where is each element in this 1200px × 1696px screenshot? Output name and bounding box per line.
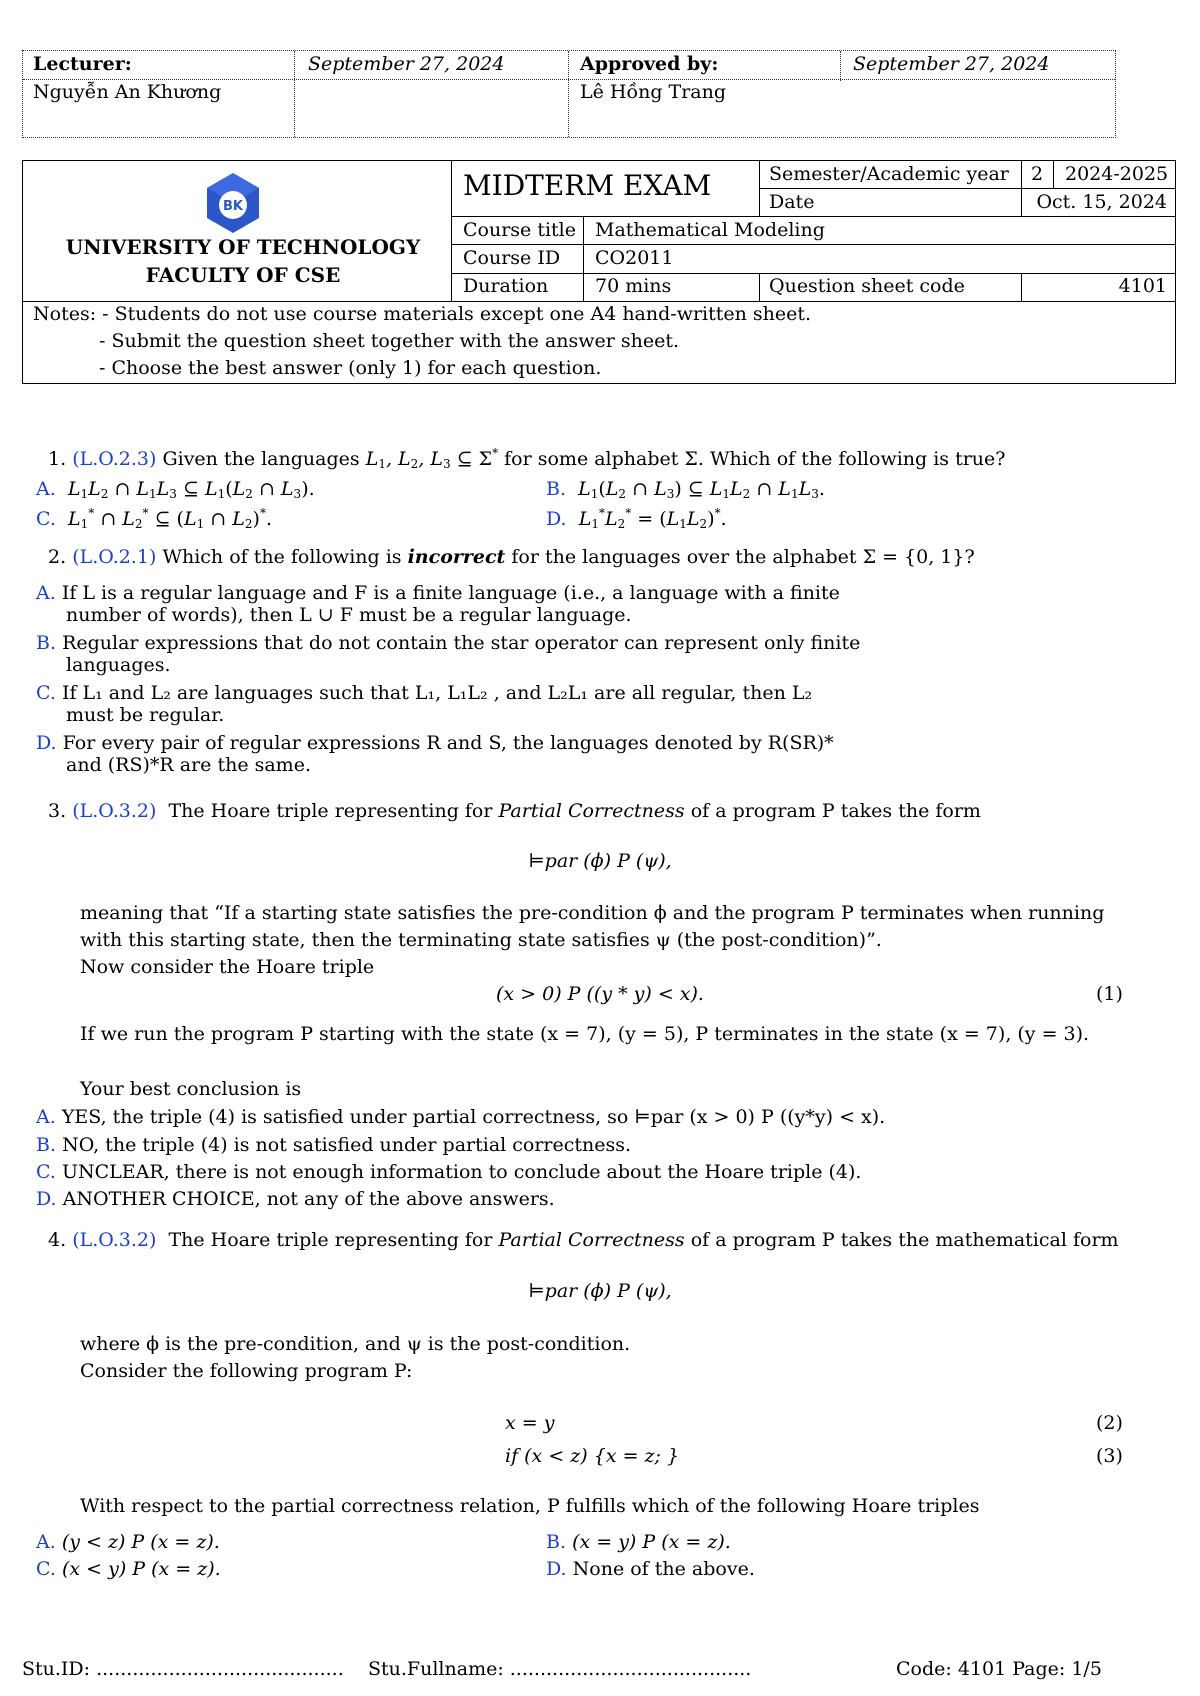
logo-text: BK bbox=[223, 199, 243, 214]
lecturer-date: September 27, 2024 bbox=[308, 53, 505, 75]
q4-label-a: A. bbox=[36, 1531, 56, 1553]
approved-name: Lê Hồng Trang bbox=[580, 81, 727, 103]
question-1: 1. (L.O.2.3) Given the languages $L_1$, $L_2$, $L_3$ ⊆ Σ* for some alphabet Σ. Which of the following is true? bbox=[48, 446, 1006, 471]
q1-option-b[interactable]: B. $L_1(L_2$ ∩ $L_3$) ⊆ $L_1L_2$ ∩ $L_1L_3$. bbox=[546, 478, 825, 501]
q2-b-line-2: languages. bbox=[66, 654, 171, 676]
q4-intro-b: of a program P takes the mathematical form bbox=[690, 1229, 1119, 1251]
q3-run-description: If we run the program P starting with the state (x = 7), (y = 5), P terminates in the state (x = 7), (y = 3). bbox=[80, 1023, 1090, 1045]
q4-intro-em: Partial Correctness bbox=[498, 1229, 685, 1251]
q2-b-line-1: Regular expressions that do not contain the star operator can represent only finite bbox=[62, 632, 861, 654]
course-title-value: Mathematical Modeling bbox=[595, 219, 825, 241]
q4-d-text: None of the above. bbox=[572, 1558, 755, 1580]
q3-intro-b: of a program P takes the form bbox=[690, 800, 981, 822]
semester-label: Semester/Academic year bbox=[769, 163, 1009, 185]
q2-a-line-2: number of words), then L ∪ F must be a regular language. bbox=[66, 604, 632, 626]
duration-value: 70 mins bbox=[595, 275, 672, 297]
q4-a-text: (y < z) P (x = z). bbox=[61, 1531, 220, 1553]
q2-d-line-1: For every pair of regular expressions R and S, the languages denoted by R(SR)* bbox=[62, 732, 834, 754]
q3-b-text: NO, the triple (4) is not satisfied under partial correctness. bbox=[62, 1134, 632, 1156]
question-code-label: Question sheet code bbox=[769, 275, 965, 297]
approved-label: Approved by: bbox=[580, 53, 719, 75]
q4-consider: Consider the following program P: bbox=[80, 1360, 413, 1382]
q2-text-b: for the languages over the alphabet Σ = {0, 1}? bbox=[511, 546, 975, 568]
q1-label-c: C. bbox=[36, 508, 56, 530]
q1-label-a: A. bbox=[36, 478, 56, 500]
q2-option-b[interactable] bbox=[36, 632, 860, 676]
q1-text: Given the languages bbox=[162, 448, 360, 470]
q3-meaning-2: with this starting state, then the terminating state satisfies ψ (the post-condition)”. bbox=[80, 929, 882, 951]
q3-triple: (x > 0) P ((y * y) < x). bbox=[496, 983, 704, 1005]
q2-number: 2. bbox=[48, 546, 67, 568]
q2-tag: (L.O.2.1) bbox=[72, 546, 157, 568]
duration-label: Duration bbox=[463, 275, 549, 297]
q1-label-b: B. bbox=[546, 478, 567, 500]
q4-label-d: D. bbox=[546, 1558, 567, 1580]
q3-label-a: A. bbox=[36, 1106, 56, 1128]
q3-d-text: ANOTHER CHOICE, not any of the above answers. bbox=[62, 1188, 555, 1210]
academic-year: 2024-2025 bbox=[1065, 163, 1169, 185]
q3-tag: (L.O.3.2) bbox=[72, 800, 157, 822]
q2-c-line-2: must be regular. bbox=[66, 704, 225, 726]
q3-a-text: YES, the triple (4) is satisfied under partial correctness, so ⊨par (x > 0) P ((y*y) < x). bbox=[61, 1106, 886, 1128]
q3-option-b[interactable] bbox=[36, 1134, 631, 1156]
q3-number: 3. bbox=[48, 800, 67, 822]
q1-option-d[interactable]: D. $L_1^*L_2^* = (L_1L_2)^*$. bbox=[546, 506, 727, 531]
q4-program-line-2: if (x < z) {x = z; } bbox=[505, 1445, 680, 1467]
note-1: Notes: - Students do not use course materials except one A4 hand-written sheet. bbox=[33, 303, 812, 325]
question-2 bbox=[48, 546, 975, 568]
q3-label-b: B. bbox=[36, 1134, 57, 1156]
q1-label-d: D. bbox=[546, 508, 567, 530]
q2-option-c[interactable] bbox=[36, 682, 812, 726]
date-label: Date bbox=[769, 191, 815, 213]
exam-title: MIDTERM EXAM bbox=[463, 169, 712, 202]
university-logo bbox=[201, 171, 265, 235]
q4-program-line-1: x = y bbox=[505, 1412, 555, 1434]
q1-option-c[interactable]: C. $L_1^*$ ∩ $L_2^*$ ⊆ ($L_1$ ∩ $L_2)^*$. bbox=[36, 506, 272, 531]
q4-where: where ϕ is the pre-condition, and ψ is the post-condition. bbox=[80, 1333, 631, 1355]
q4-label-c: C. bbox=[36, 1558, 56, 1580]
question-4 bbox=[48, 1229, 1119, 1251]
signature-table bbox=[22, 50, 1116, 138]
q3-option-d[interactable] bbox=[36, 1188, 555, 1210]
course-id-label: Course ID bbox=[463, 247, 561, 269]
q4-number: 4. bbox=[48, 1229, 67, 1251]
q2-emphasis: incorrect bbox=[407, 546, 506, 568]
q2-d-line-2: and (RS)*R are the same. bbox=[66, 754, 311, 776]
footer-student-name: Stu.Fullname: ........................................ bbox=[368, 1658, 752, 1680]
q1-number: 1. bbox=[48, 448, 67, 470]
q3-c-text: UNCLEAR, there is not enough information to conclude about the Hoare triple (4). bbox=[61, 1161, 862, 1183]
note-3: - Choose the best answer (only 1) for each question. bbox=[99, 357, 602, 379]
footer-student-id: Stu.ID: ......................................... bbox=[22, 1658, 344, 1680]
q2-text-a: Which of the following is bbox=[162, 546, 402, 568]
q2-label-d: D. bbox=[36, 732, 57, 754]
q1-tag: (L.O.2.3) bbox=[72, 448, 157, 470]
semester-value: 2 bbox=[1031, 163, 1044, 185]
lecturer-label: Lecturer: bbox=[33, 53, 132, 75]
faculty-name: FACULTY OF CSE bbox=[145, 263, 341, 287]
q4-tag: (L.O.3.2) bbox=[72, 1229, 157, 1251]
q2-option-d[interactable] bbox=[36, 732, 834, 776]
q1-option-a[interactable]: A. $L_1L_2$ ∩ $L_1L_3$ ⊆ $L_1(L_2$ ∩ $L_3$). bbox=[36, 478, 315, 501]
q4-b-text: (x = y) P (x = z). bbox=[572, 1531, 731, 1553]
q4-line2-number: (3) bbox=[1096, 1445, 1123, 1467]
q4-option-a[interactable] bbox=[36, 1531, 220, 1553]
q4-line1-number: (2) bbox=[1096, 1412, 1123, 1434]
q3-label-c: C. bbox=[36, 1161, 56, 1183]
q4-c-text: (x < y) P (x = z). bbox=[61, 1558, 221, 1580]
q4-option-b[interactable] bbox=[546, 1531, 731, 1553]
exam-header bbox=[22, 160, 1176, 384]
q4-option-c[interactable] bbox=[36, 1558, 221, 1580]
q2-c-line-1: If L₁ and L₂ are languages such that L₁, L₁L₂ , and L₂L₁ are all regular, then L₂ bbox=[61, 682, 813, 704]
university-name: UNIVERSITY OF TECHNOLOGY bbox=[65, 235, 421, 259]
q2-option-a[interactable] bbox=[36, 582, 840, 626]
course-title-label: Course title bbox=[463, 219, 576, 241]
question-3 bbox=[48, 800, 981, 822]
q2-label-c: C. bbox=[36, 682, 56, 704]
date-value: Oct. 15, 2024 bbox=[1036, 191, 1167, 213]
q3-intro-em: Partial Correctness bbox=[498, 800, 685, 822]
q4-formula: ⊨par (ϕ) P (ψ), bbox=[528, 1280, 672, 1302]
q3-option-c[interactable] bbox=[36, 1161, 861, 1183]
footer-code-page: Code: 4101 Page: 1/5 bbox=[896, 1658, 1102, 1680]
q3-formula: ⊨par (ϕ) P (ψ), bbox=[528, 850, 672, 872]
q3-intro-a: The Hoare triple representing for bbox=[168, 800, 493, 822]
logo-icon bbox=[201, 171, 265, 235]
q1-text2: for some alphabet Σ. Which of the following is true? bbox=[504, 448, 1006, 470]
lecturer-name: Nguyễn An Khương bbox=[33, 81, 222, 103]
q3-label-d: D. bbox=[36, 1188, 57, 1210]
q2-label-b: B. bbox=[36, 632, 57, 654]
q4-intro-a: The Hoare triple representing for bbox=[168, 1229, 493, 1251]
q3-conclusion: Your best conclusion is bbox=[80, 1078, 302, 1100]
question-code-value: 4101 bbox=[1118, 275, 1167, 297]
q4-option-d[interactable] bbox=[546, 1558, 755, 1580]
q2-label-a: A. bbox=[36, 582, 56, 604]
q3-meaning-1: meaning that “If a starting state satisfies the pre-condition ϕ and the program P terminates when running bbox=[80, 902, 1105, 924]
q3-now: Now consider the Hoare triple bbox=[80, 956, 375, 978]
q2-a-line-1: If L is a regular language and F is a finite language (i.e., a language with a finite bbox=[61, 582, 840, 604]
q4-label-b: B. bbox=[546, 1531, 567, 1553]
note-2: - Submit the question sheet together with the answer sheet. bbox=[99, 330, 679, 352]
approved-date: September 27, 2024 bbox=[853, 53, 1050, 75]
q4-respect: With respect to the partial correctness relation, P fulfills which of the following Hoare triples bbox=[80, 1495, 980, 1517]
q3-equation-number: (1) bbox=[1096, 983, 1123, 1005]
course-id-value: CO2011 bbox=[595, 247, 674, 269]
q3-option-a[interactable] bbox=[36, 1106, 885, 1128]
